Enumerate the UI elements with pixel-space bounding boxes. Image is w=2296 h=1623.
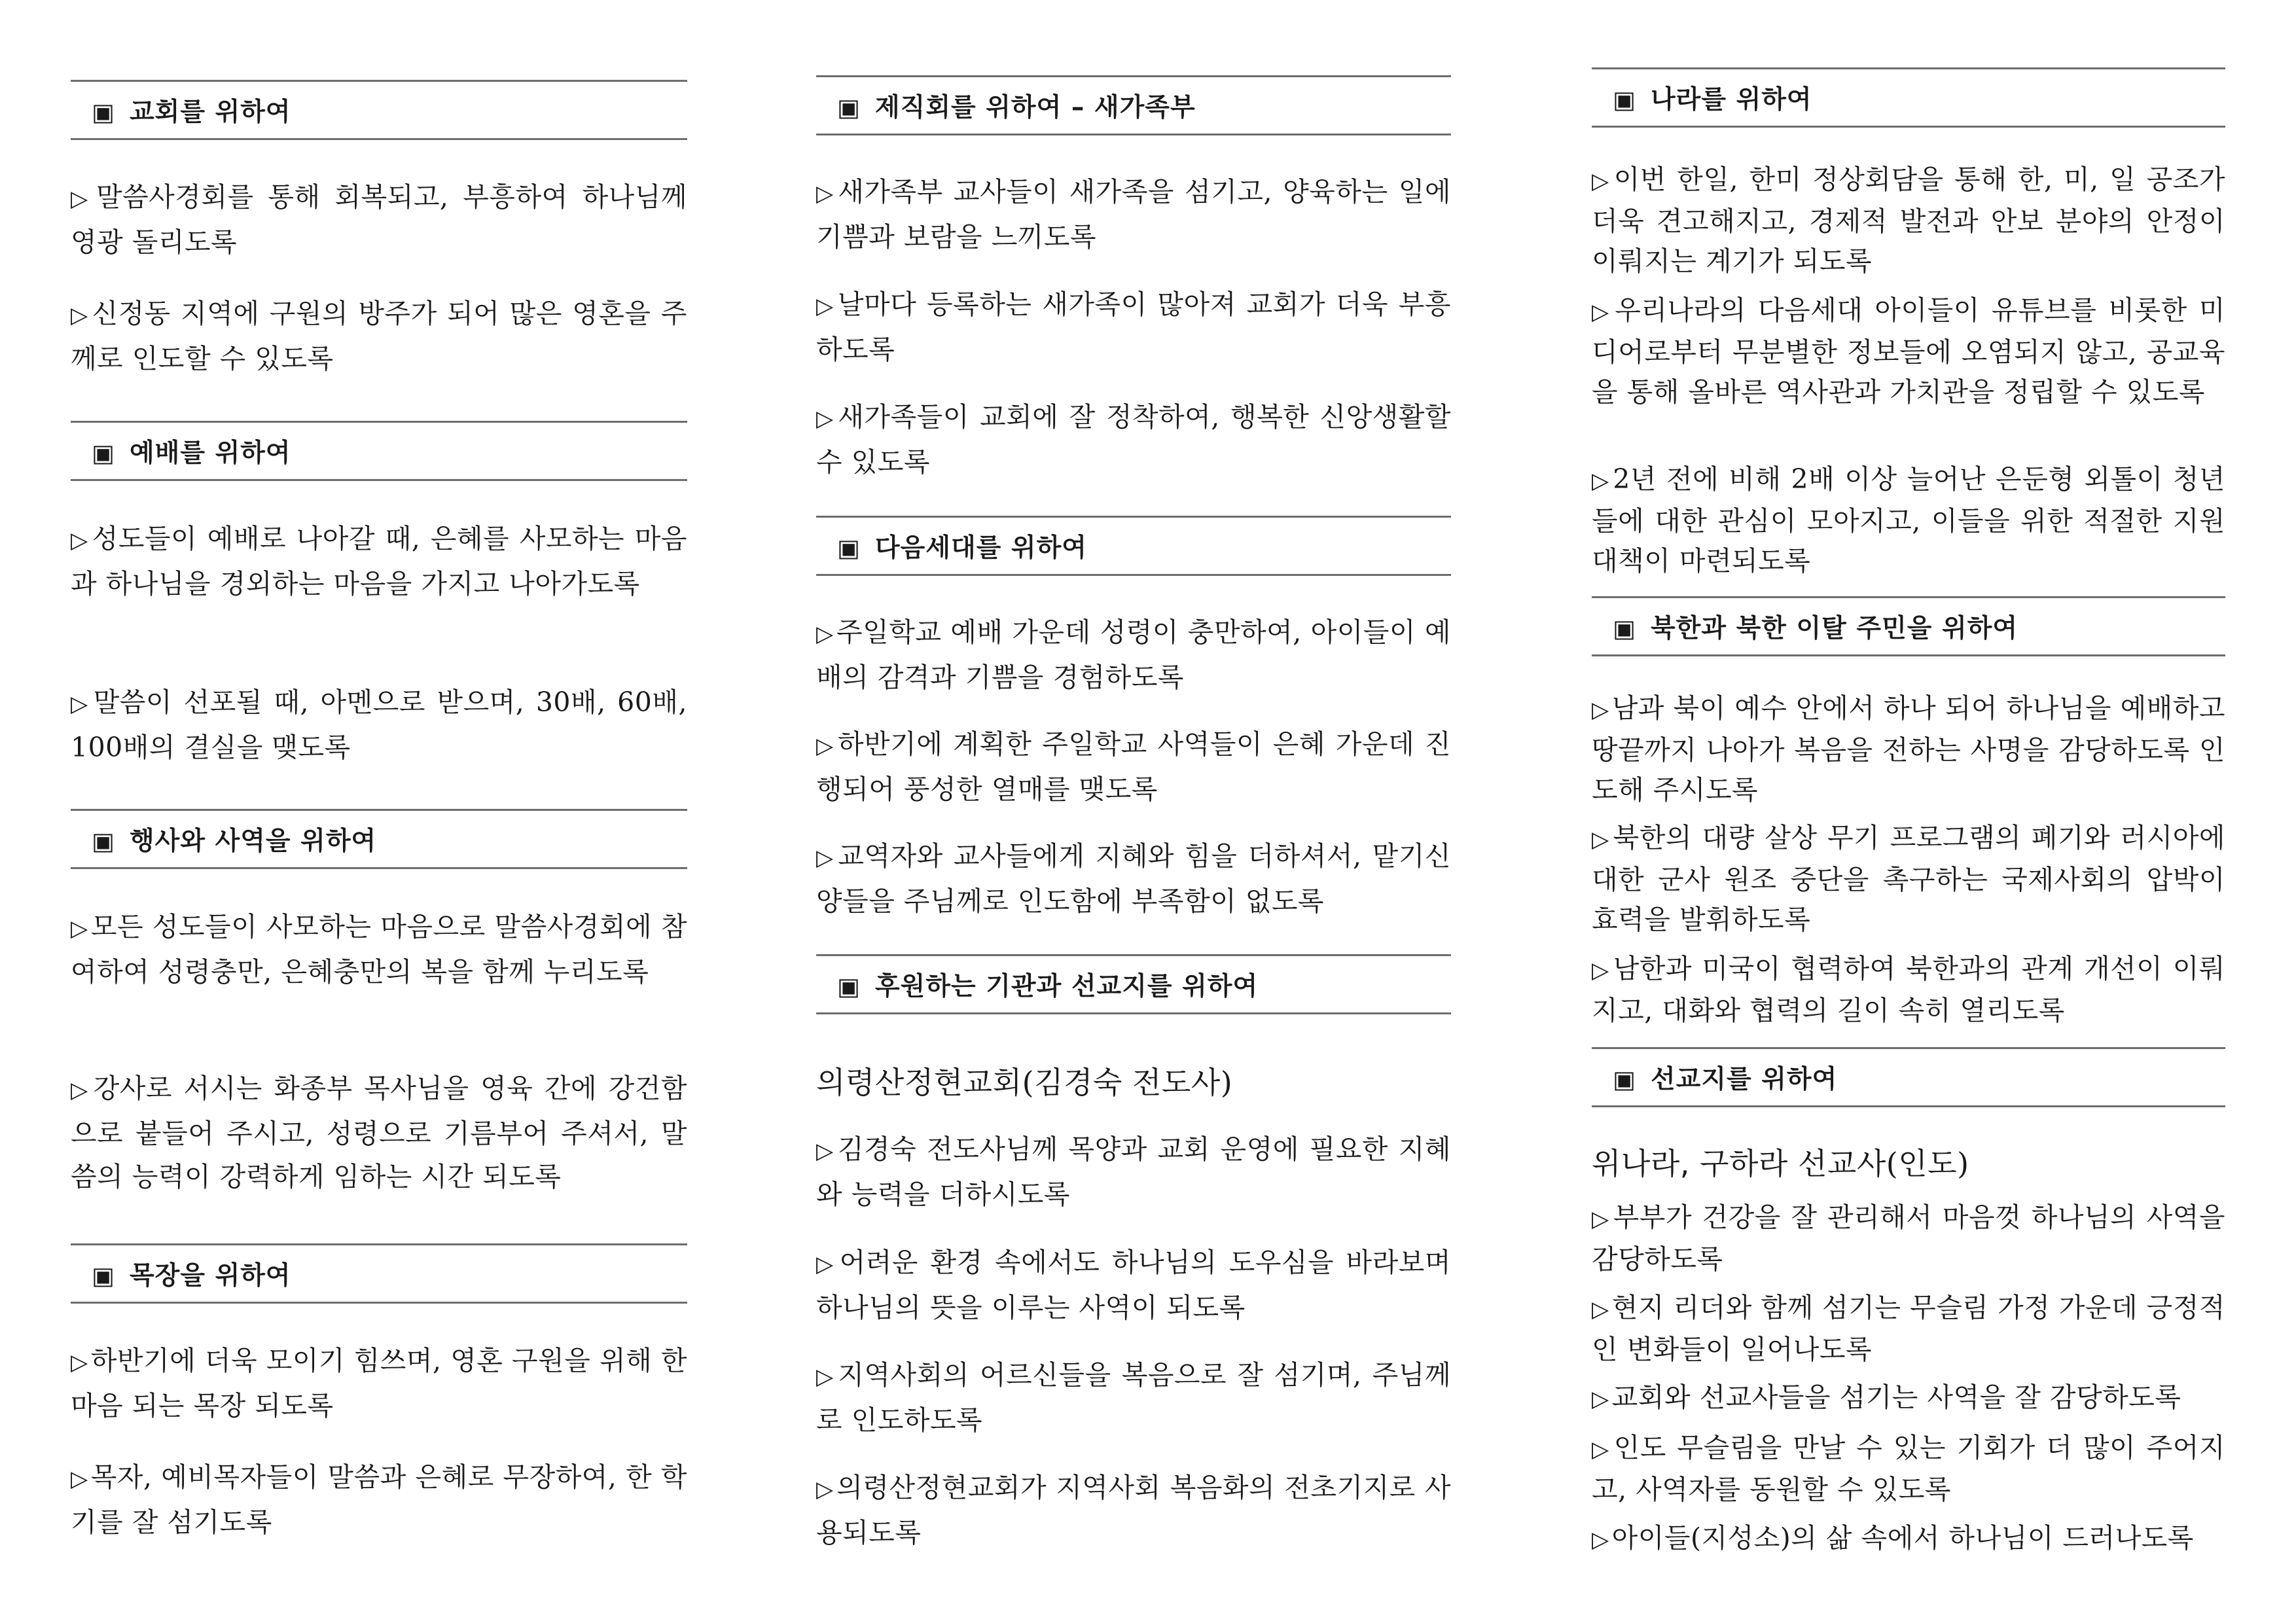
triangle-bullet-icon: ▷	[71, 1077, 91, 1103]
prayer-item: ▷말씀사경회를 통해 회복되고, 부흥하여 하나님께 영광 돌리도록	[71, 181, 687, 258]
square-marker-icon: ▣	[1613, 615, 1636, 643]
square-marker-icon: ▣	[92, 1262, 115, 1290]
triangle-bullet-icon: ▷	[816, 1251, 837, 1277]
prayer-item: ▷어려운 환경 속에서도 하나님의 도우심을 바라보며 하나님의 뜻을 이루는 사역이 되도록	[816, 1247, 1451, 1323]
triangle-bullet-icon: ▷	[816, 621, 834, 647]
missionary-subheading: 위나라, 구하라 선교사(인도)	[1592, 1146, 1969, 1181]
prayer-item: ▷지역사회의 어르신들을 복음으로 잘 섬기며, 주님께로 인도하도록	[816, 1359, 1452, 1436]
triangle-bullet-icon: ▷	[816, 845, 836, 871]
section-heading-nation	[1592, 67, 2225, 128]
square-marker-icon: ▣	[837, 534, 861, 562]
prayer-item: ▷인도 무슬림을 만날 수 있는 기회가 더 많이 주어지고, 사역자를 동원할 수 있도록	[1592, 1432, 2225, 1505]
section-heading-events	[71, 809, 687, 869]
section-title: 북한과 북한 이탈 주민을 위하여	[1650, 614, 2018, 643]
prayer-item: ▷현지 리더와 함께 섬기는 무슬림 가정 가운데 긍정적인 변화들이 일어나도록	[1592, 1292, 2225, 1365]
section-heading-supported-missions	[816, 954, 1451, 1014]
section-title: 목장을 위하여	[129, 1261, 291, 1291]
prayer-item: ▷새가족부 교사들이 새가족을 섬기고, 양육하는 일에 기쁨과 보람을 느끼도록	[816, 176, 1452, 253]
triangle-bullet-icon: ▷	[1592, 957, 1611, 984]
square-marker-icon: ▣	[1613, 86, 1636, 114]
prayer-item: ▷의령산정현교회가 지역사회 복음화의 전초기지로 사용되도록	[816, 1472, 1451, 1548]
prayer-item: ▷말씀이 선포될 때, 아멘으로 받으며, 30배, 60배, 100배의 결실을 맺도록	[71, 687, 687, 763]
triangle-bullet-icon: ▷	[1592, 1527, 1609, 1553]
prayer-item: ▷주일학교 예배 가운데 성령이 충만하여, 아이들이 예배의 감격과 기쁨을 경험하도록	[816, 616, 1452, 693]
section-title: 예배를 위하여	[129, 438, 291, 468]
prayer-item: ▷강사로 서시는 화종부 목사님을 영육 간에 강건함으로 붙들어 주시고, 성령으로 기름부어 주셔서, 말씀의 능력이 강력하게 임하는 시간 되도록	[71, 1073, 687, 1192]
section-heading-next-generation	[816, 516, 1451, 576]
triangle-bullet-icon: ▷	[1592, 299, 1613, 325]
triangle-bullet-icon: ▷	[1592, 1296, 1609, 1323]
prayer-item: ▷모든 성도들이 사모하는 마음으로 말씀사경회에 참여하여 성령충만, 은혜충만의 복을 함께 누리도록	[71, 911, 687, 988]
triangle-bullet-icon: ▷	[816, 733, 835, 759]
triangle-bullet-icon: ▷	[71, 527, 90, 554]
triangle-bullet-icon: ▷	[71, 916, 88, 942]
section-heading-cell-group	[71, 1243, 687, 1304]
prayer-item: ▷날마다 등록하는 새가족이 많아져 교회가 더욱 부흥하도록	[816, 289, 1452, 365]
section-title: 다음세대를 위하여	[874, 533, 1087, 563]
section-title: 나라를 위하여	[1650, 85, 1812, 115]
triangle-bullet-icon: ▷	[71, 1349, 88, 1376]
triangle-bullet-icon: ▷	[816, 1476, 834, 1503]
triangle-bullet-icon: ▷	[1592, 468, 1611, 494]
triangle-bullet-icon: ▷	[1592, 1436, 1611, 1463]
square-marker-icon: ▣	[837, 972, 861, 1001]
prayer-item: ▷북한의 대량 살상 무기 프로그램의 폐기와 러시아에 대한 군사 원조 중단을 촉구하는 국제사회의 압박이 효력을 발휘하도록	[1592, 822, 2225, 935]
prayer-item: ▷목자, 예비목자들이 말씀과 은혜로 무장하여, 한 학기를 잘 섬기도록	[71, 1461, 687, 1538]
triangle-bullet-icon: ▷	[816, 1138, 835, 1164]
section-title: 행사와 사역을 위하여	[129, 827, 377, 856]
section-heading-deacons	[816, 75, 1451, 135]
prayer-item: ▷하반기에 더욱 모이기 힘쓰며, 영혼 구원을 위해 한마음 되는 목장 되도록	[71, 1345, 687, 1421]
square-marker-icon: ▣	[92, 98, 115, 126]
prayer-item: ▷아이들(지성소)의 삶 속에서 하나님이 드러나도록	[1592, 1522, 2194, 1554]
prayer-item: ▷신정동 지역에 구원의 방주가 되어 많은 영혼을 주께로 인도할 수 있도록	[71, 298, 687, 374]
section-title: 교회를 위하여	[129, 98, 291, 127]
prayer-item: ▷교역자와 교사들에게 지혜와 힘을 더하셔서, 맡기신 양들을 주님께로 인도함에 부족함이 없도록	[816, 840, 1452, 917]
triangle-bullet-icon: ▷	[71, 186, 94, 212]
prayer-item: ▷이번 한일, 한미 정상회담을 통해 한, 미, 일 공조가 더욱 견고해지고, 경제적 발전과 안보 분야의 안정이 이뤄지는 계기가 되도록	[1592, 164, 2225, 277]
triangle-bullet-icon: ▷	[71, 1466, 88, 1492]
prayer-item: ▷새가족들이 교회에 잘 정착하여, 행복한 신앙생활할 수 있도록	[816, 401, 1452, 478]
triangle-bullet-icon: ▷	[1592, 827, 1611, 853]
triangle-bullet-icon: ▷	[71, 691, 91, 717]
prayer-item: ▷부부가 건강을 잘 관리해서 마음껏 하나님의 사역을 감당하도록	[1592, 1202, 2225, 1275]
section-heading-church	[71, 80, 687, 140]
prayer-item: ▷하반기에 계획한 주일학교 사역들이 은혜 가운데 진행되어 풍성한 열매를 맺도록	[816, 728, 1452, 805]
triangle-bullet-icon: ▷	[816, 181, 836, 207]
prayer-item: ▷성도들이 예배로 나아갈 때, 은혜를 사모하는 마음과 하나님을 경외하는 마음을 가지고 나아가도록	[71, 523, 687, 599]
triangle-bullet-icon: ▷	[816, 1364, 836, 1390]
section-heading-mission-field	[1592, 1047, 2225, 1107]
triangle-bullet-icon: ▷	[816, 406, 836, 432]
prayer-item: ▷2년 전에 비해 2배 이상 늘어난 은둔형 외톨이 청년들에 대한 관심이 모아지고, 이들을 위한 적절한 지원 대책이 마련되도록	[1592, 463, 2225, 577]
prayer-item: ▷김경숙 전도사님께 목양과 교회 운영에 필요한 지혜와 능력을 더하시도록	[816, 1133, 1452, 1210]
square-marker-icon: ▣	[92, 827, 115, 855]
square-marker-icon: ▣	[92, 439, 115, 467]
triangle-bullet-icon: ▷	[816, 293, 835, 319]
section-heading-worship	[71, 421, 687, 481]
triangle-bullet-icon: ▷	[71, 302, 90, 329]
triangle-bullet-icon: ▷	[1592, 697, 1609, 723]
prayer-item: ▷교회와 선교사들을 섬기는 사역을 잘 감당하도록	[1592, 1382, 2181, 1413]
prayer-item: ▷남과 북이 예수 안에서 하나 되어 하나님을 예배하고 땅끝까지 나아가 복음을 전하는 사명을 감당하도록 인도해 주시도록	[1592, 692, 2225, 806]
prayer-item: ▷우리나라의 다음세대 아이들이 유튜브를 비롯한 미디어로부터 무분별한 정보들에 오염되지 않고, 공교육을 통해 올바른 역사관과 가치관을 정립할 수 있도록	[1592, 294, 2225, 408]
section-heading-north-korea	[1592, 596, 2225, 656]
prayer-item: ▷남한과 미국이 협력하여 북한과의 관계 개선이 이뤄지고, 대화와 협력의 길이 속히 열리도록	[1592, 953, 2225, 1026]
section-title: 후원하는 기관과 선교지를 위하여	[874, 972, 1259, 1001]
square-marker-icon: ▣	[837, 94, 861, 122]
section-title: 제직회를 위하여 – 새가족부	[874, 93, 1196, 122]
triangle-bullet-icon: ▷	[1592, 1206, 1611, 1232]
triangle-bullet-icon: ▷	[1592, 168, 1611, 194]
section-title: 선교지를 위하여	[1650, 1065, 1838, 1094]
triangle-bullet-icon: ▷	[1592, 1386, 1609, 1412]
church-subheading: 의령산정현교회(김경숙 전도사)	[816, 1065, 1233, 1100]
square-marker-icon: ▣	[1613, 1065, 1636, 1094]
